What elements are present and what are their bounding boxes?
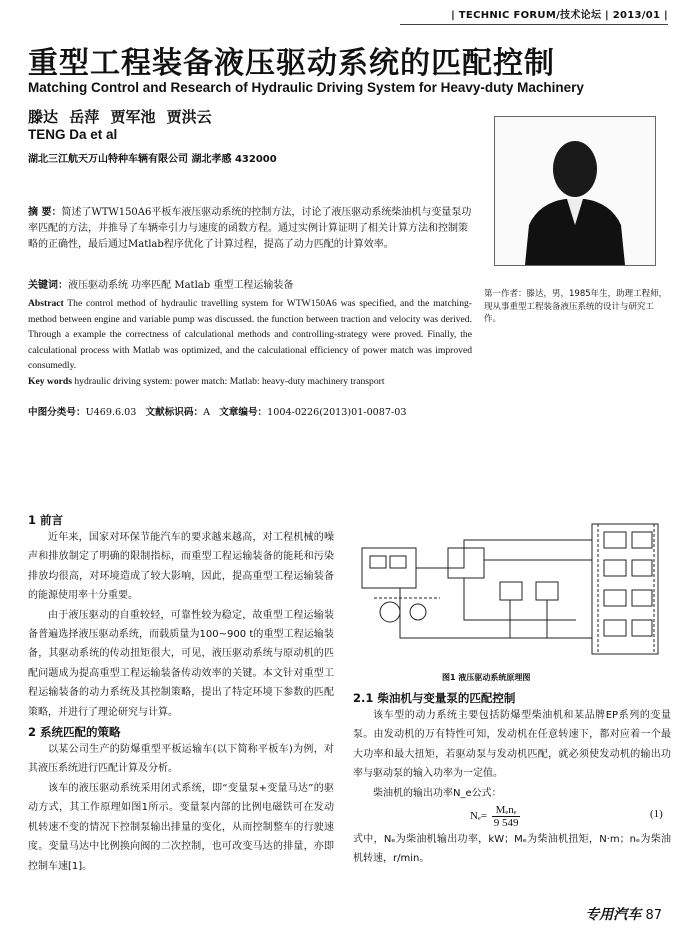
keywords-label: 关键词： — [28, 280, 68, 291]
abstract-cn — [28, 205, 472, 253]
author-photo — [494, 116, 656, 266]
art-value: 1004-0226(2013)01-0087-03 — [267, 407, 407, 418]
section-1-para-1: 近年来，国家对环保节能汽车的要求越来越高，对工程机械的噪声和排放制定了明确的限制指标，而重型工程运输装备的能耗和污染排放均很高，对环境造成了较大影响，因此，提高重型工程运输装备的能源使用率十分重要。 — [28, 532, 334, 602]
keywords-en-label: Key words — [28, 376, 72, 387]
abstract-en-text: The control method of hydraulic travelling system for WTW150A6 was specified, and the matching-method between engine and variable pump was discussed. the function between traction and velocity was derived. Through a example the correctness of calculational methods and controlling-strategy were proved. Finally, the calculational process with Matlab was optimized, and the calculational efficiency of power match was improved consumedly. — [28, 298, 472, 371]
paper-title-en: Matching Control and Research of Hydraulic Driving System for Heavy-duty Machinery — [28, 80, 584, 95]
section-2-1-heading: 2.1 柴油机与变量泵的匹配控制 — [353, 691, 516, 705]
page-footer — [585, 904, 662, 924]
keywords-en-text: hydraulic driving system: power match: Matlab: heavy-duty machinery transport — [74, 376, 385, 387]
right-column — [353, 690, 671, 803]
figure-caption: 图1 液压驱动系统原理图 — [442, 673, 531, 682]
section-2-para-2: 该车的液压驱动系统采用闭式系统，即“变量泵+变量马达”的驱动方式，其工作原理如图1所示。变量泵内部的比例电磁铁可在发动机转速不变的情况下控制泵输出排量的变化，从而控制整车的行驶速度。变量马达中比例换向阀的二次控制，也可改变马达的排量，亦即控制车速[1]。 — [28, 782, 334, 872]
hydraulic-schematic-figure — [360, 520, 660, 660]
authors-cn: 滕达 岳萍 贾军池 贾洪云 — [28, 108, 212, 126]
right-column-tail — [353, 830, 671, 869]
clc-value: U469.6.03 — [85, 407, 137, 418]
eq-lhs: Nₑ= — [470, 810, 487, 823]
running-header: | TECHNIC FORUM/技术论坛 | 2013/01 | — [451, 10, 668, 21]
classification-line — [28, 404, 472, 418]
clc-label: 中图分类号： — [28, 407, 86, 418]
equation-1 — [470, 804, 520, 829]
section-1-heading: 1 前言 — [28, 513, 64, 527]
abstract-en — [28, 296, 472, 374]
doc-label: 文献标识码： — [145, 407, 204, 418]
eq-numerator: Mₑnₑ — [492, 804, 521, 817]
section-2-1-para-1: 该车型的动力系统主要包括防爆型柴油机和某品牌EP系列的变量泵。由发动机的万有特性可知，发动机在任意转速下，都对应着一个最大功率和最大扭矩，若驱动泵与发动机匹配，就必须使发动机的输出功率与驱动泵的输入功率为一定值。 — [353, 710, 671, 780]
abstract-label: 摘 要： — [28, 207, 62, 218]
eq-denominator: 9 549 — [493, 817, 519, 829]
equation-number: (1) — [650, 808, 663, 820]
art-label: 文章编号： — [219, 407, 268, 418]
page-number: 87 — [645, 908, 662, 923]
header-rule — [400, 24, 668, 25]
authors-en: TENG Da et al — [28, 127, 118, 142]
section-2-1-para-3: 式中，Nₑ为柴油机输出功率，kW；Mₑ为柴油机扭矩，N·m；nₑ为柴油机转速，r/min。 — [353, 834, 671, 865]
section-1-para-2: 由于液压驱动的自重较轻，可靠性较为稳定，故重型工程运输装备普遍选择液压驱动系统，而载质量为100~900 t的重型工程运输装备，其驱动系统的传动扭矩很大，可见，液压驱动系统与原动机的匹配问题成为提高重型工程运输装备传动效率的关键。本文针对重型工程运输装备的动力系统及其控制策略，提出了特定环境下参数的匹配策略，并进行了理论研究与计算。 — [28, 609, 334, 718]
doc-value: A — [203, 407, 211, 418]
abstract-text: 简述了WTW150A6平板车液压驱动系统的控制方法，讨论了液压驱动系统柴油机与变量泵功率匹配的方法，并推导了车辆牵引力与速度的函数方程。通过实例计算证明了相关计算方法和控制策略的正确性，最后通过Matlab程序优化了计算过程，提高了动力匹配的计算效率。 — [28, 207, 472, 250]
paper-title-cn: 重型工程装备液压驱动系统的匹配控制 — [28, 46, 555, 81]
journal-brand: 专用汽车 — [585, 907, 642, 923]
affiliation: 湖北三江航天万山特种车辆有限公司 湖北孝感 432000 — [28, 154, 277, 165]
section-2-1-para-2: 柴油机的输出功率N_e公式： — [373, 787, 502, 799]
keywords-cn — [28, 278, 472, 294]
section-2-para-1: 以某公司生产的防爆重型平板运输车(以下简称平板车)为例，对其液压系统进行匹配计算及分析。 — [28, 744, 334, 775]
keywords-en — [28, 376, 472, 387]
abstract-en-label: Abstract — [28, 298, 64, 309]
section-2-heading: 2 系统匹配的策略 — [28, 725, 121, 740]
author-bio: 第一作者：滕达，男，1985年生，助理工程师，现从事重型工程装备液压系统的设计与研究工作。 — [484, 289, 668, 324]
keywords-text: 液压驱动系统 功率匹配 Matlab 重型工程运输装备 — [68, 280, 294, 291]
left-column — [28, 512, 334, 876]
